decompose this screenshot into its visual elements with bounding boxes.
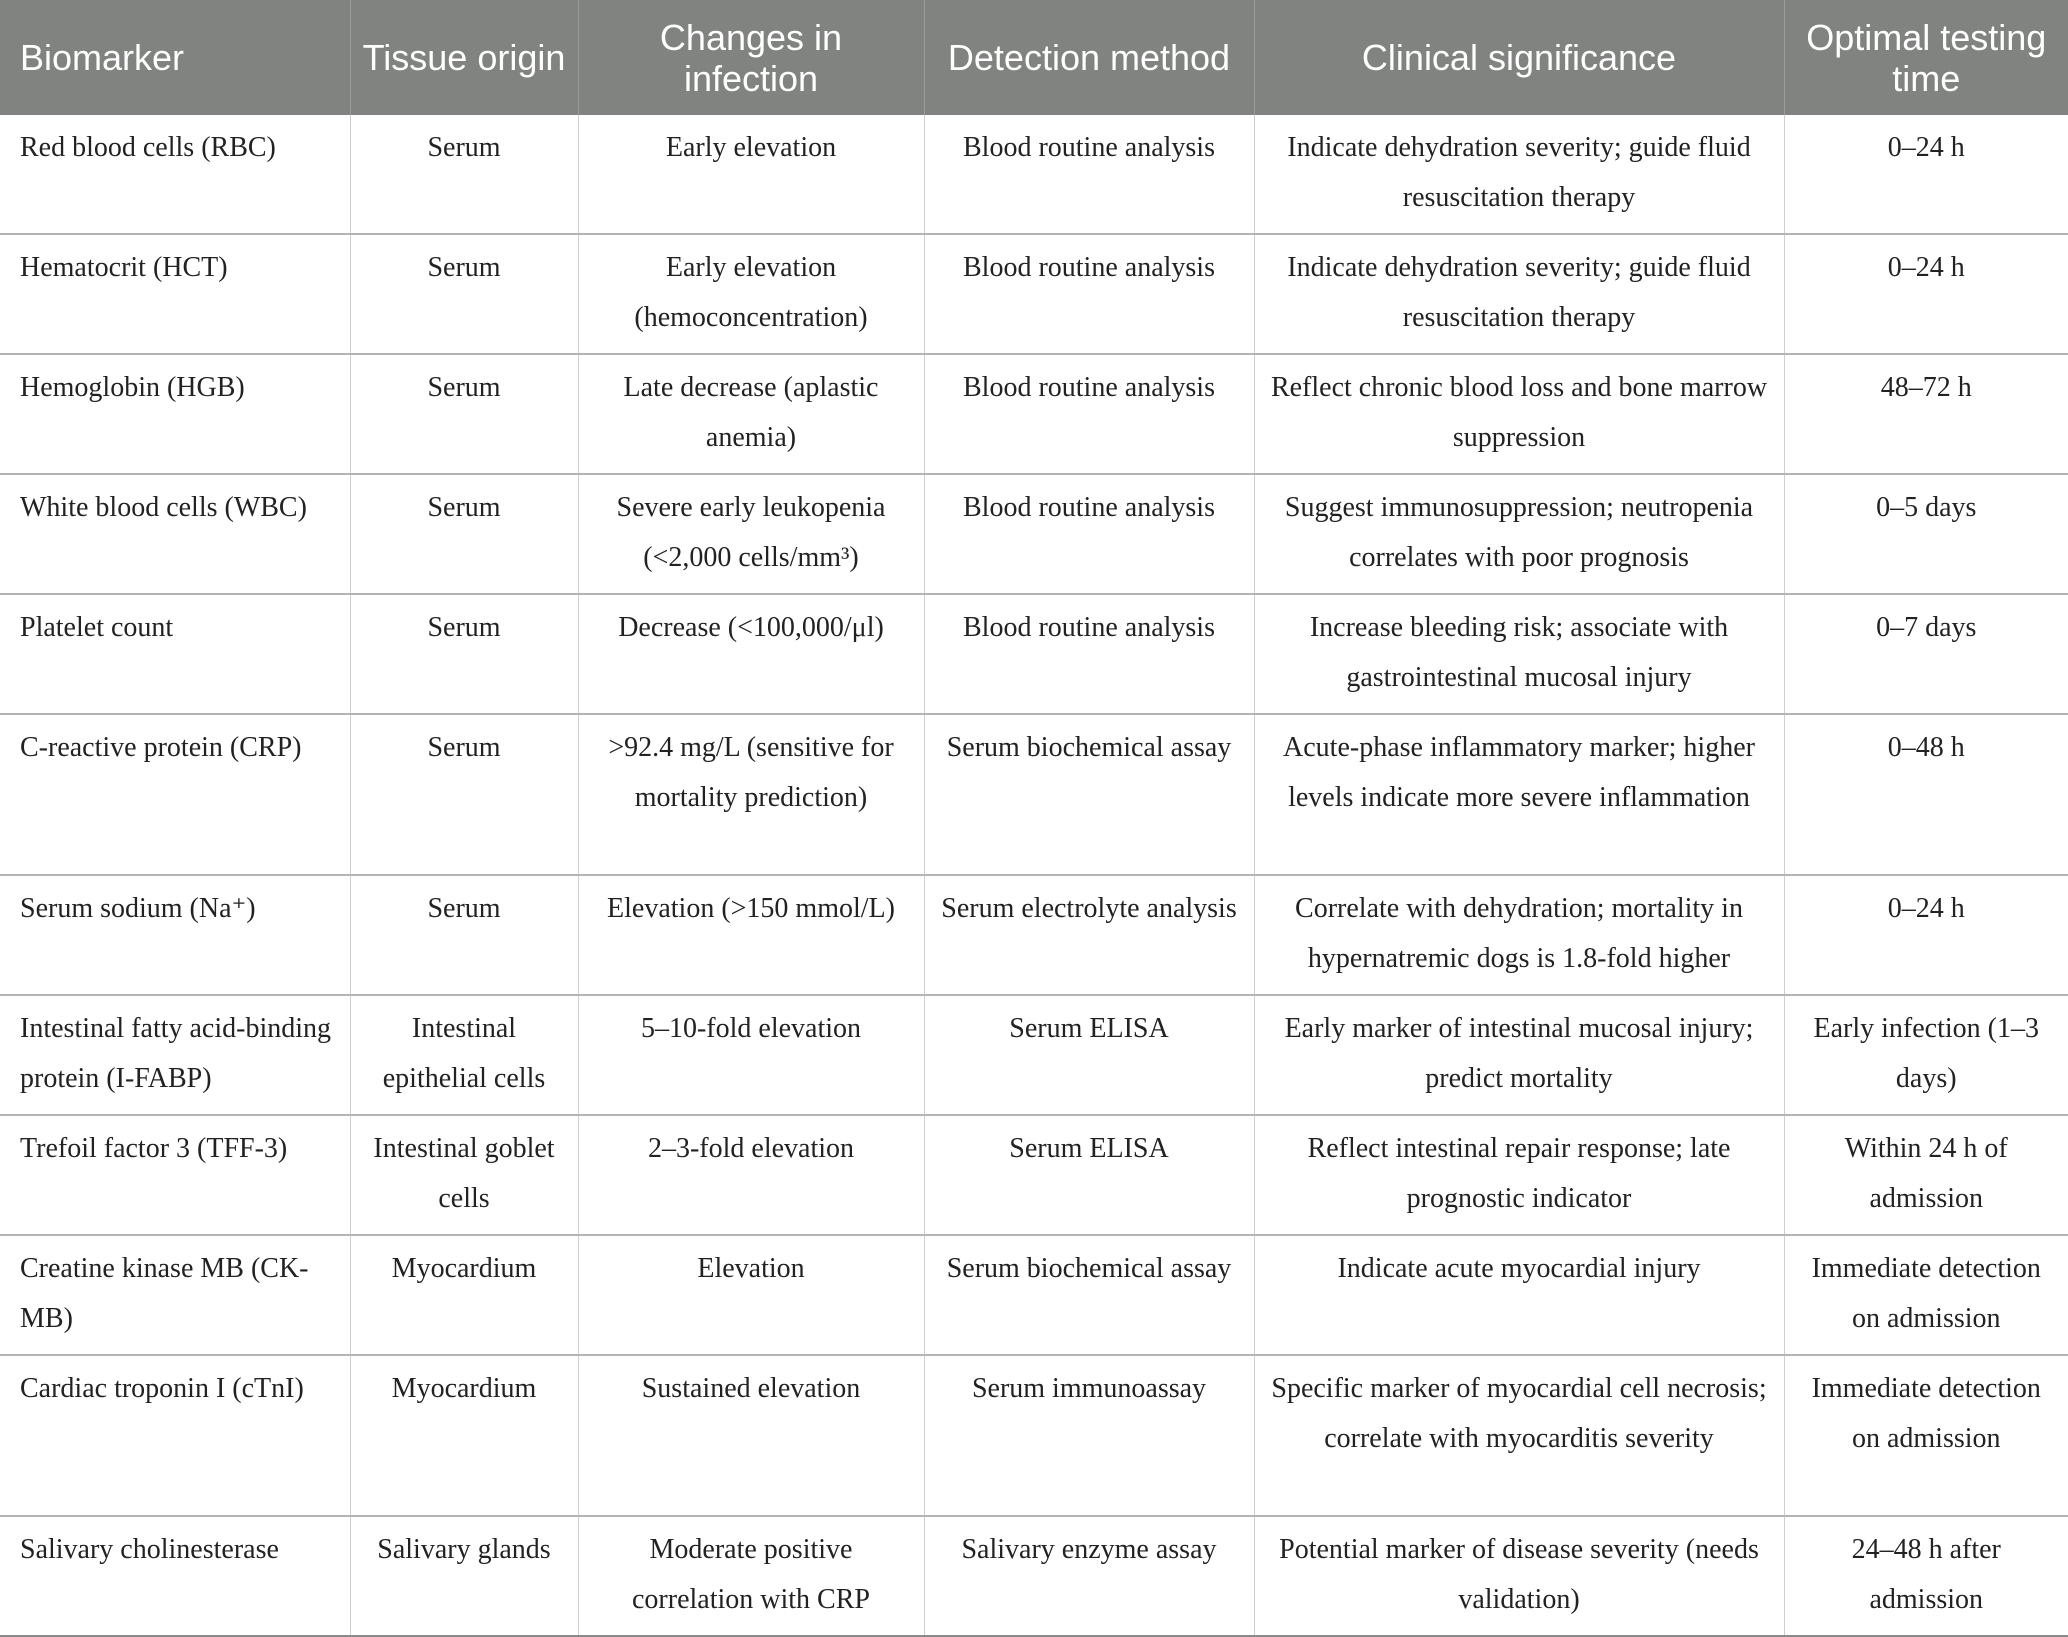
table-row [0,354,2068,474]
cell-significance: Indicate dehydration severity; guide fluid resuscitation therapy [1254,234,1784,354]
table-row [0,1355,2068,1516]
cell-significance: Early marker of intestinal mucosal injury; predict mortality [1254,995,1784,1115]
cell-biomarker: C-reactive protein (CRP) [0,714,350,875]
table-row [0,714,2068,875]
cell-detection: Blood routine analysis [924,234,1254,354]
table-row [0,1516,2068,1636]
cell-significance: Reflect chronic blood loss and bone marrow suppression [1254,354,1784,474]
cell-significance: Acute-phase inflammatory marker; higher levels indicate more severe inflammation [1254,714,1784,875]
table-row [0,1235,2068,1355]
cell-detection: Serum electrolyte analysis [924,875,1254,995]
cell-testing-time: Early infection (1–3 days) [1784,995,2068,1115]
cell-tissue-origin: Serum [350,875,578,995]
cell-changes: Severe early leukopenia (<2,000 cells/mm³) [578,474,924,594]
cell-tissue-origin: Serum [350,474,578,594]
cell-detection: Serum ELISA [924,1115,1254,1235]
cell-tissue-origin: Serum [350,594,578,714]
cell-biomarker: Red blood cells (RBC) [0,115,350,234]
cell-testing-time: 48–72 h [1784,354,2068,474]
cell-testing-time: 0–5 days [1784,474,2068,594]
cell-testing-time: 0–24 h [1784,234,2068,354]
cell-tissue-origin: Intestinal goblet cells [350,1115,578,1235]
cell-tissue-origin: Myocardium [350,1235,578,1355]
table-row [0,594,2068,714]
cell-testing-time: 0–48 h [1784,714,2068,875]
cell-significance: Reflect intestinal repair response; late prognostic indicator [1254,1115,1784,1235]
cell-significance: Indicate acute myocardial injury [1254,1235,1784,1355]
cell-changes: Decrease (<100,000/μl) [578,594,924,714]
cell-testing-time: 24–48 h after admission [1784,1516,2068,1636]
cell-biomarker: Intestinal fatty acid-binding protein (I-FABP) [0,995,350,1115]
cell-changes: Moderate positive correlation with CRP [578,1516,924,1636]
cell-tissue-origin: Serum [350,115,578,234]
cell-changes: >92.4 mg/L (sensitive for mortality prediction) [578,714,924,875]
cell-significance: Specific marker of myocardial cell necrosis; correlate with myocarditis severity [1254,1355,1784,1516]
cell-tissue-origin: Myocardium [350,1355,578,1516]
cell-tissue-origin: Serum [350,234,578,354]
cell-tissue-origin: Serum [350,354,578,474]
cell-detection: Serum ELISA [924,995,1254,1115]
table-header [0,0,2068,115]
cell-detection: Salivary enzyme assay [924,1516,1254,1636]
cell-significance: Increase bleeding risk; associate with gastrointestinal mucosal injury [1254,594,1784,714]
table-row [0,474,2068,594]
table-body [0,115,2068,1636]
cell-detection: Serum biochemical assay [924,714,1254,875]
table-row [0,115,2068,234]
cell-changes: 5–10-fold elevation [578,995,924,1115]
cell-testing-time: Within 24 h of admission [1784,1115,2068,1235]
table-row [0,234,2068,354]
cell-detection: Serum biochemical assay [924,1235,1254,1355]
cell-biomarker: Hemoglobin (HGB) [0,354,350,474]
cell-changes: Early elevation [578,115,924,234]
cell-detection: Blood routine analysis [924,474,1254,594]
cell-changes: Elevation (>150 mmol/L) [578,875,924,995]
cell-changes: Early elevation (hemoconcentration) [578,234,924,354]
cell-tissue-origin: Intestinal epithelial cells [350,995,578,1115]
cell-significance: Potential marker of disease severity (needs validation) [1254,1516,1784,1636]
cell-testing-time: Immediate detection on admission [1784,1235,2068,1355]
header-clinical-significance: Clinical significance [1254,0,1784,115]
cell-changes: 2–3-fold elevation [578,1115,924,1235]
header-optimal-testing-time: Optimal testing time [1784,0,2068,115]
cell-testing-time: Immediate detection on admission [1784,1355,2068,1516]
cell-detection: Blood routine analysis [924,354,1254,474]
table-row [0,995,2068,1115]
cell-detection: Blood routine analysis [924,594,1254,714]
cell-changes: Elevation [578,1235,924,1355]
cell-significance: Indicate dehydration severity; guide fluid resuscitation therapy [1254,115,1784,234]
cell-biomarker: Platelet count [0,594,350,714]
cell-tissue-origin: Serum [350,714,578,875]
table-row [0,1115,2068,1235]
cell-biomarker: Creatine kinase MB (CK-MB) [0,1235,350,1355]
cell-biomarker: Cardiac troponin I (cTnI) [0,1355,350,1516]
cell-significance: Suggest immunosuppression; neutropenia correlates with poor prognosis [1254,474,1784,594]
cell-tissue-origin: Salivary glands [350,1516,578,1636]
cell-changes: Sustained elevation [578,1355,924,1516]
cell-testing-time: 0–7 days [1784,594,2068,714]
cell-detection: Blood routine analysis [924,115,1254,234]
header-changes-in-infection: Changes in infection [578,0,924,115]
header-tissue-origin: Tissue origin [350,0,578,115]
table-row [0,875,2068,995]
header-biomarker: Biomarker [0,0,350,115]
cell-biomarker: Trefoil factor 3 (TFF-3) [0,1115,350,1235]
cell-testing-time: 0–24 h [1784,115,2068,234]
header-detection-method: Detection method [924,0,1254,115]
cell-biomarker: Hematocrit (HCT) [0,234,350,354]
header-row [0,0,2068,115]
cell-significance: Correlate with dehydration; mortality in hypernatremic dogs is 1.8-fold higher [1254,875,1784,995]
cell-biomarker: Salivary cholinesterase [0,1516,350,1636]
cell-testing-time: 0–24 h [1784,875,2068,995]
cell-biomarker: White blood cells (WBC) [0,474,350,594]
cell-detection: Serum immunoassay [924,1355,1254,1516]
cell-biomarker: Serum sodium (Na⁺) [0,875,350,995]
cell-changes: Late decrease (aplastic anemia) [578,354,924,474]
